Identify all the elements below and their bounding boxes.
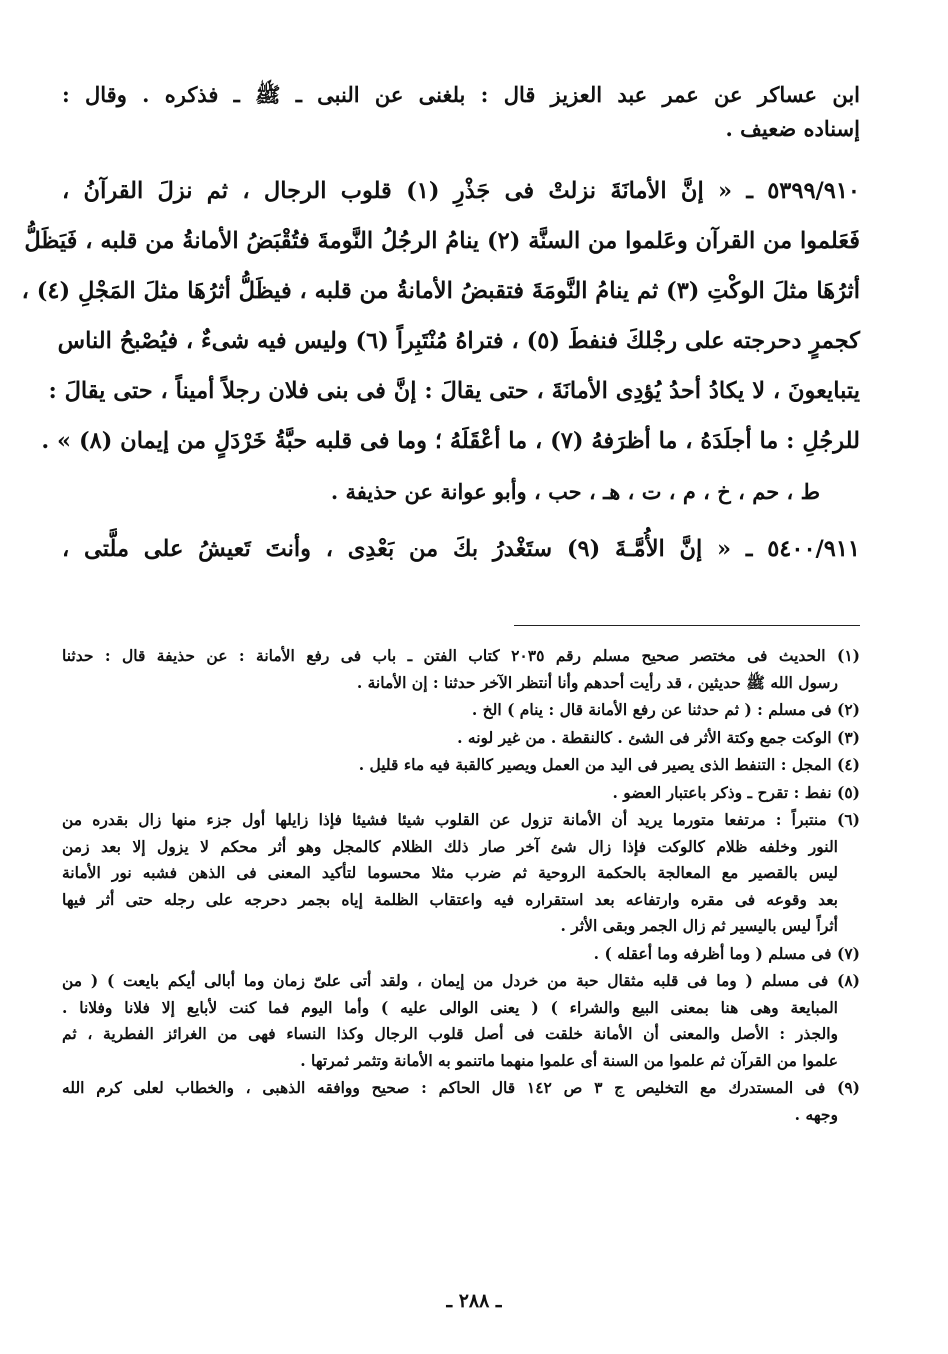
footnote-8 (62, 968, 860, 1074)
footnote-line: أثراً ليس باليسير ثم زال الجمر وبقى الأثر . (560, 916, 838, 935)
footnote-4 (62, 752, 860, 779)
footnote-line: (٢) فى مسلم : ( ثم حدثنا عن رفع الأمانة قال : ينام ) الخ . (471, 700, 860, 719)
footnote-line: وجهه . (794, 1104, 838, 1124)
footnotes (62, 643, 860, 1129)
footnote-line: (٨) فى مسلم ( وما فى قلبه مثقال حبة من خردل من إيمان ، ولقد أتى علىّ زمان وما أبالى أيكم بايعت ) ( من (62, 971, 860, 990)
intro-paragraph (62, 78, 860, 146)
footnote-1 (62, 643, 860, 696)
footnote-line: (١) الحديث فى مختصر صحيح مسلم رقم ٢٠٣٥ كتاب الفتن ـ باب فى رفع الأمانة : عن حذيفة قال : حدثنا (62, 646, 860, 665)
sources-line: ط ، حم ، خ ، م ، ت ، هـ ، حب ، وأبو عوانة عن حذيفة . (330, 479, 820, 504)
footnote-line: المبايعة وهى هنا بمعنى البيع والشراء ) ( يعنى الوالى عليه ) وأما اليوم فما كنت لأبايع إلا فلانا وفلانا . (62, 997, 838, 1017)
footnote-9 (62, 1075, 860, 1128)
footnote-2 (62, 697, 860, 724)
hadith-line: كجمرٍ دحرجته على رجْلكَ فنفطَ (٥) ، فتراهُ مُنْتَبِراً (٦) وليس فيه شىءٌ ، فيُصْبحُ الناس (57, 328, 860, 354)
hadith-line: يتبايعونَ ، لا يكادُ أحدُ يُؤدِى الأمانَةَ ، حتى يقالَ : إنَّ فى بنى فلان رجلاً أميناً ، حتى يقالَ : (48, 378, 860, 404)
footnote-line: النور وخلفه ظلام كالوكت فإذا زال شئ آخر صار ذلك الظلام كالمجل وهو أثر محكم لا يزول إلا بعد زمن (62, 836, 838, 856)
hadith-910 (21, 166, 860, 466)
footnote-line: (٤) المجل : التنفط الذى يصير فى اليد من العمل ويصير كالقبة فيه ماء قليل . (358, 755, 860, 774)
hadith-line: ٥٤٠٠/٩١١ ـ « إنَّ الأُمَّـةَ (٩) ستَغْدرُ بكَ من بَعْدِى ، وأنتَ تَعيشُ على ملَّتى ، (62, 536, 861, 562)
footnote-line: بعد وقوعه فى مقره وارتفاعه بعد استقراره فيه واعتقاب الظلمة إياه بجمر دحرجه على رجله حتى أثر فيها (62, 889, 838, 909)
footnote-line: (٦) منتبراً : مرتفعا متورما يريد أن الأمانة تزول عن القلوب شيئا فشيئا فإذا زايلها أول جزء منها زال بقدره من (62, 810, 860, 829)
footnote-line: رسول الله ﷺ حديثين ، قد رأيت أحدهم وأنا أنتظر الآخر حدثنا : إن الأمانة . (356, 672, 838, 692)
hadith-910-sources (62, 470, 860, 514)
hadith-line: أثرُهَا مثلَ الوكْتِ (٣) ثم ينامُ النَّومَةَ فتقبضُ الأمانةُ من قلبه ، فيظَلُّ أثرُهَا مثلَ المَجْلِ (٤) ، (21, 278, 860, 304)
hadith-911 (62, 526, 860, 572)
footnote-line: ليس بالقصير مع المعالجة بالحكمة الروحية ثم ضرب مثلا محسوما لتأكيد المعنى فى الذهن فشبه نور الأمانة (62, 863, 838, 882)
footnote-divider (514, 625, 860, 626)
footnote-line: والجذر : الأصل والمعنى أن الأمانة خلقت فى أصل قلوب الرجال وكذا النساء فهى من الغرائز الفطرية ، ثم (62, 1024, 838, 1043)
footnote-line: (٥) نفط : تقرح ـ وذكر باعتبار العضو . (612, 782, 860, 802)
intro-line: ابن عساكر عن عمر عبد العزيز قال : بلغنى عن النبى ـ ﷺ ـ فذكره . وقال : (62, 82, 860, 107)
hadith-line: فَعَلموا من القرآن وعَلموا من السنَّة (٢) ينامُ الرجُلُ النَّومةَ فتُقْبَضُ الأمانةُ من قلبه ، فَيَظَلُّ (24, 228, 860, 254)
page-number: ـ ٢٨٨ ـ (446, 1290, 502, 1312)
footnote-7 (62, 941, 860, 968)
footnote-line: (٧) فى مسلم ( وما أظرفه وما أعقله ) . (593, 943, 860, 963)
footnote-line: علموا من القرآن ثم علموا من السنة أى علموا منهما ماتنمو به الأمانة وتثمر ثمرتها . (300, 1050, 838, 1070)
footnote-line: (٣) الوكت جمع وكتة الأثر فى الشئ . كالنقطة . من غير لونه . (457, 727, 860, 747)
footnote-3 (62, 725, 860, 752)
footnote-5 (62, 780, 860, 807)
footnote-6 (62, 807, 860, 940)
intro-line: إسناده ضعيف . (725, 116, 860, 141)
hadith-line: للرجُلِ : ما أجلَدَهُ ، ما أظرَفهُ (٧) ، ما أعْقَلَهُ ؛ وما فى قلبه حبَّةُ خَرْدَلٍ من إيمان (٨) » . (41, 428, 860, 454)
footnote-line: (٩) فى المستدرك مع التخليص ج ٣ ص ١٤٢ قال الحاكم : صحيح ووافقه الذهبى ، والخطاب لعلى كرم الله (62, 1078, 860, 1097)
main-text (21, 78, 861, 572)
hadith-line: ٥٣٩٩/٩١٠ ـ « إنَّ الأمانَةَ نزلتْ فى جَذْرِ (١) قلوب الرجال ، ثم نزلَ القرآنُ ، (62, 178, 860, 204)
